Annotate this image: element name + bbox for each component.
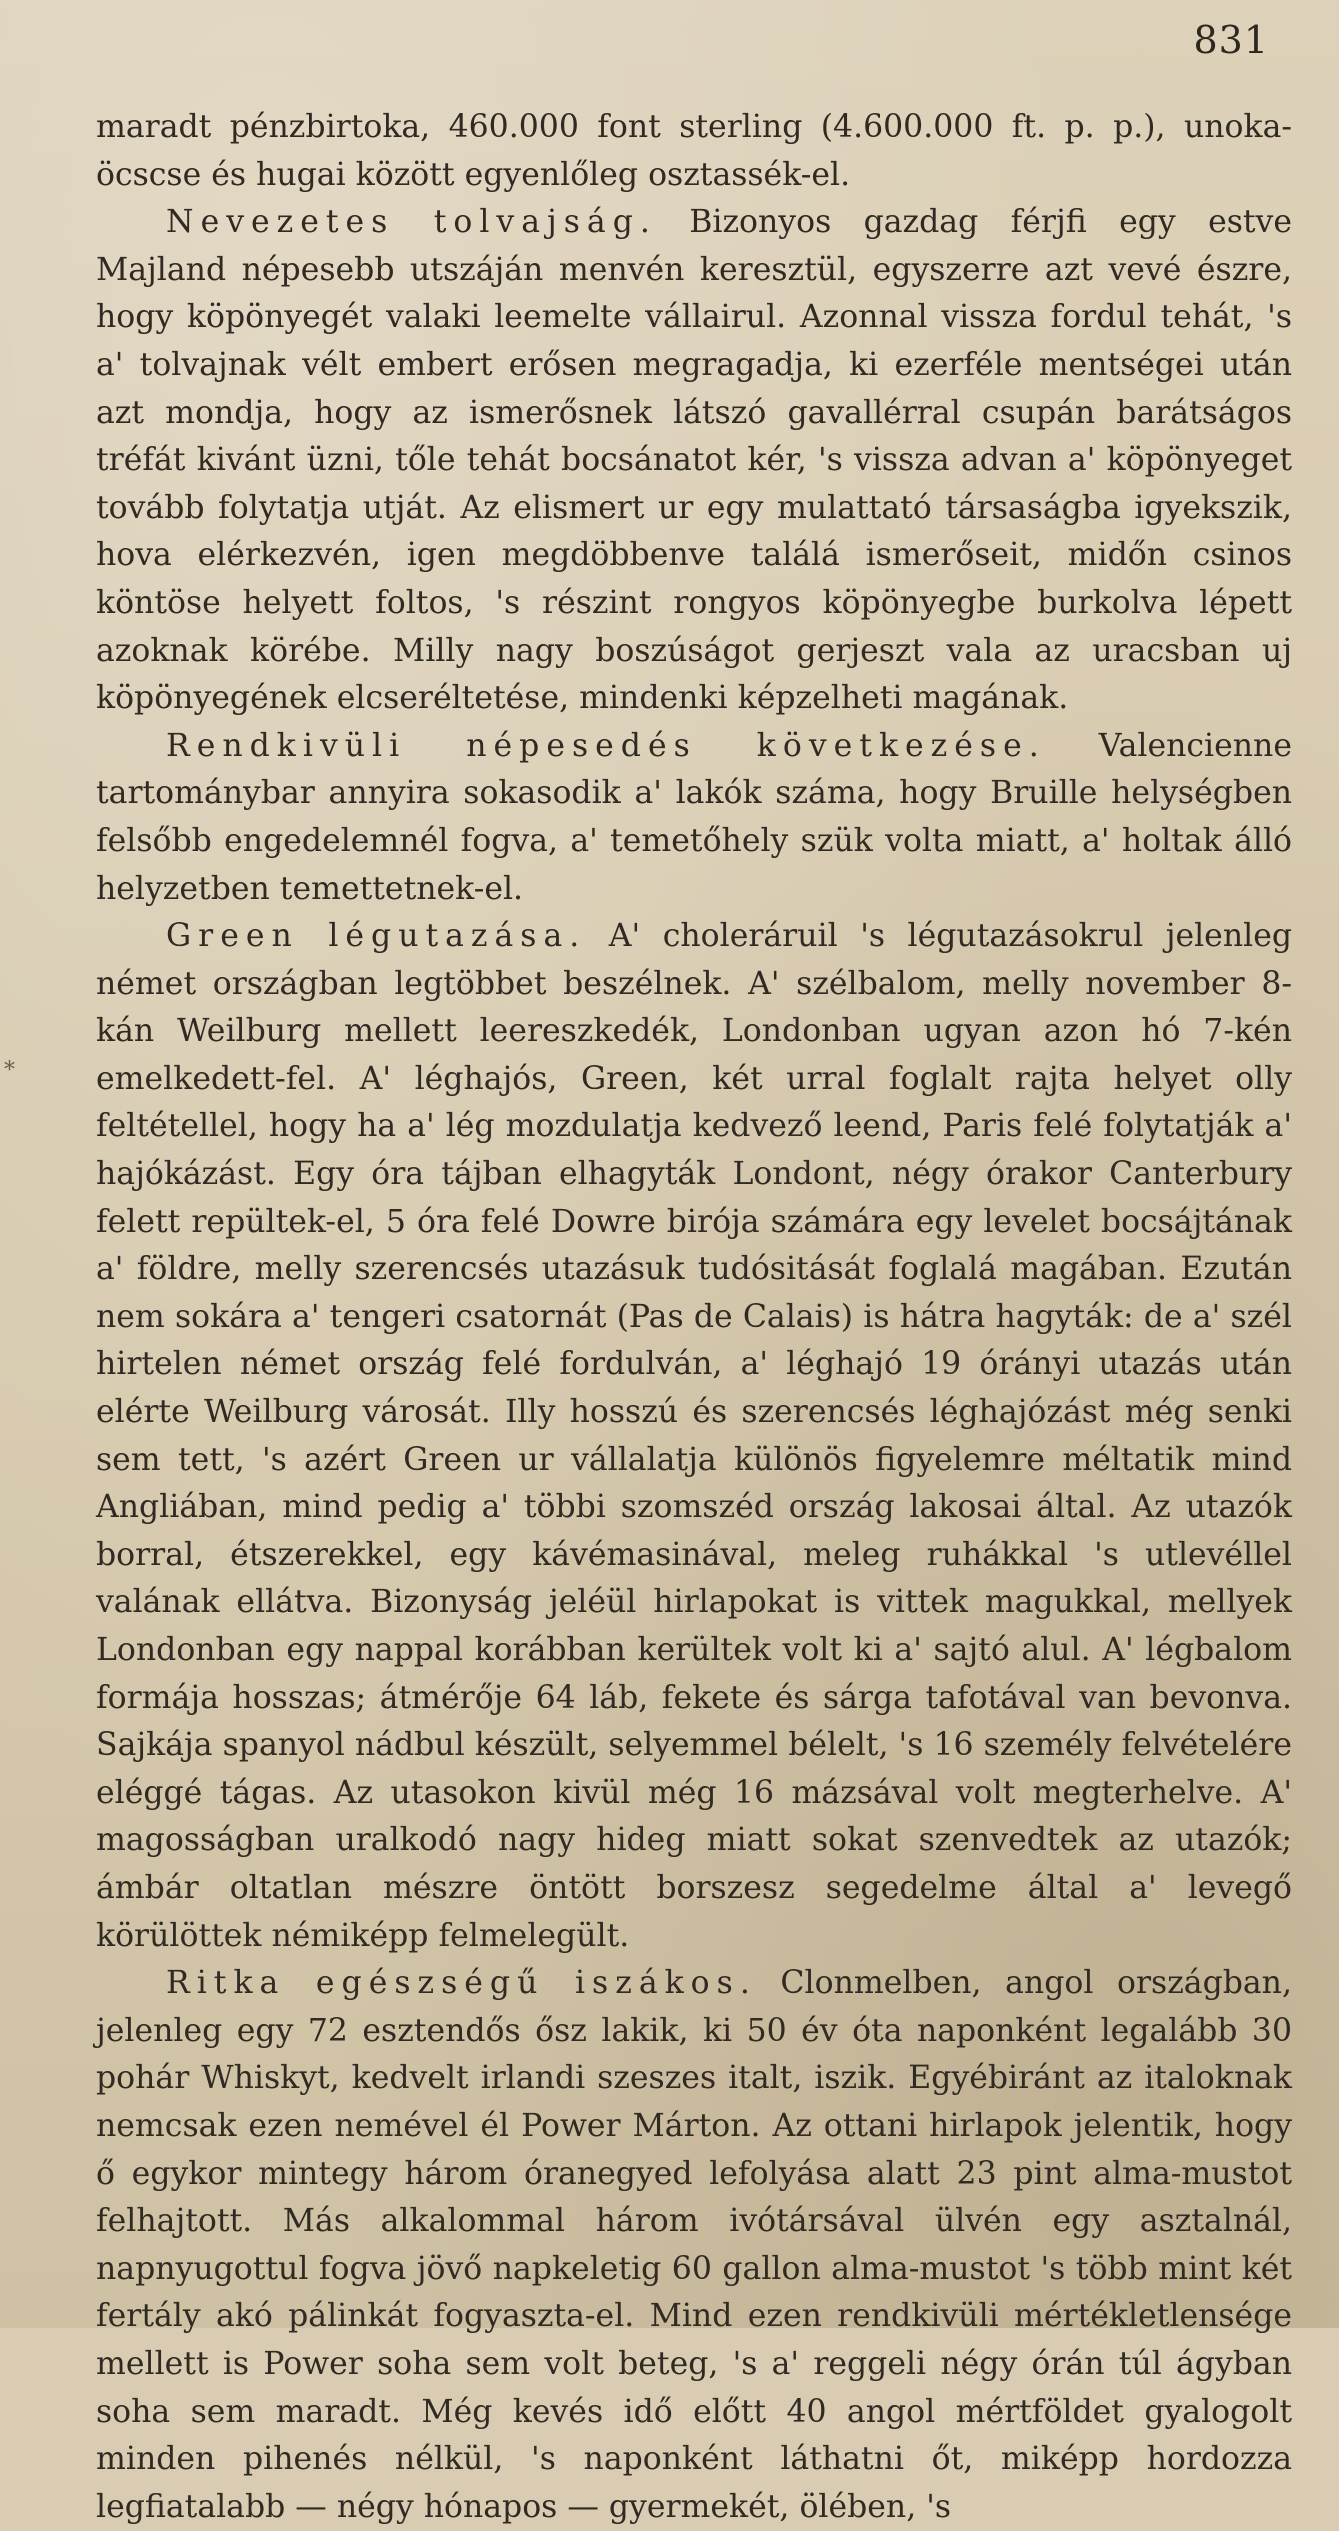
paragraph-continuation bbox=[96, 104, 1292, 199]
page-number: 831 bbox=[1193, 18, 1269, 62]
margin-mark: * bbox=[4, 1058, 15, 1083]
paragraph-rendkivuli-nepesedes bbox=[96, 723, 1292, 913]
paragraph-nevezetes-tolvajsag bbox=[96, 199, 1292, 723]
paragraph-heading: Green légutazása. bbox=[166, 918, 587, 955]
article-text bbox=[96, 104, 1292, 2531]
paragraph-text: A' choleráruil 's légutazásokrul jelenleg német országban legtöbbet beszélnek. A' szélbalom, melly november 8-kán Weilburg mellett leereszkedék, Londonban ugyan azon hó 7-kén emelkedett-fel. A' léghajós, Green, két urral foglalt rajta helyet olly feltétellel, hogy ha a' lég mozdulatja kedvező leend, Paris felé folytatják a' hajókázást. Egy óra tájban elhagyták Londont, négy órakor Canterbury felett repültek-el, 5 óra felé Dowre birója számára egy levelet bocsájtának a' földre, melly szerencsés utazásuk tudósitását foglalá magában. Ezután nem sokára a' tengeri csatornát (Pas de Calais) is hátra hagyták: de a' szél hirtelen német ország felé fordulván, a' léghajó 19 órányi utazás után elérte Weilburg városát. Illy hosszú és szerencsés léghajózást még senki sem tett, 's azért Green ur vállalatja különös figyelemre méltatik mind Angliában, mind pedig a' többi szomszéd ország lakosai által. Az utazók borral, étszerekkel, egy kávémasinával, meleg ruhákkal 's utlevéllel valának ellátva. Bizonyság jeléül hirlapokat is vittek magukkal, mellyek Londonban egy nappal korábban kerültek volt ki a' sajtó alul. A' légbalom formája hosszas; átmérője 64 láb, fekete és sárga tafotával van bevonva. Sajkája spanyol nádbul készült, selyemmel bélelt, 's 16 személy felvételére eléggé tágas. Az utasokon kivül még 16 mázsával volt megterhelve. A' magosságban uralkodó nagy hideg miatt sokat szenvedtek az utazók; ámbár oltatlan mészre öntött borszesz segedelme által a' levegő körülöttek némiképp felmelegült. bbox=[96, 918, 1292, 1954]
paragraph-text: maradt pénzbirtoka, 460.000 font sterling (4.600.000 ft. p. p.), unoka-öcscse és hugai között egyenlőleg osztassék-el. bbox=[96, 109, 1292, 193]
paragraph-text: Valencienne tartománybar annyira sokasodik a' lakók száma, hogy Bruille helységben felsőbb engedelemnél fogva, a' temetőhely szük volta miatt, a' holtak álló helyzetben temettetnek-el. bbox=[96, 727, 1292, 907]
paragraph-text: Clonmelben, angol országban, jelenleg egy 72 esztendős ősz lakik, ki 50 év óta naponként legalább 30 pohár Whiskyt, kedvelt irlandi szeszes italt, iszik. Egyébiránt az italoknak nemcsak ezen nemével él Power Márton. Az ottani hirlapok jelentik, hogy ő egykor mintegy három óranegyed lefolyása alatt 23 pint alma-mustot felhajtott. Más alkalommal három ivótársával ülvén egy asztalnál, napnyugottul fogva jövő napkeletig 60 gallon alma-mustot 's több mint két fertály akó pálinkát fogyaszta-el. Mind ezen rendkivüli mértékletlensége mellett is Power soha sem volt beteg, 's a' reggeli négy órán túl ágyban soha sem maradt. Még kevés idő előtt 40 angol mértföldet gyalogolt minden pihenés nélkül, 's naponként láthatni őt, miképp hordozza legfiatalabb — négy hónapos — gyermekét, ölében, 's bbox=[96, 1965, 1292, 2525]
paragraph-green-legutazasa bbox=[96, 913, 1292, 1960]
paragraph-text: Bizonyos gazdag férjfi egy estve Majland népesebb utszáján menvén keresztül, egyszerre azt vevé észre, hogy köpönyegét valaki leemelte vállairul. Azonnal vissza fordul tehát, 's a' tolvajnak vélt embert erősen megragadja, ki ezerféle mentségei után azt mondja, hogy az ismerősnek látszó gavallérral csupán barátságos tréfát kivánt üzni, tőle tehát bocsánatot kér, 's vissza advan a' köpönyeget tovább folytatja utját. Az elismert ur egy mulattató társaságba igyekszik, hova elérkezvén, igen megdöbbenve találá ismerőseit, midőn csinos köntöse helyett foltos, 's részint rongyos köpönyegbe burkolva lépett azoknak körébe. Milly nagy boszúságot gerjeszt vala az uracsban uj köpönyegének elcseréltetése, mindenki képzelheti magának. bbox=[96, 204, 1292, 717]
paragraph-ritka-egeszsegu-iszakos bbox=[96, 1960, 1292, 2531]
paragraph-heading: Rendkivüli népesedés következése. bbox=[166, 727, 1046, 764]
paragraph-heading: Ritka egészségű iszákos. bbox=[166, 1965, 757, 2002]
paragraph-heading: Nevezetes tolvajság. bbox=[166, 204, 657, 241]
